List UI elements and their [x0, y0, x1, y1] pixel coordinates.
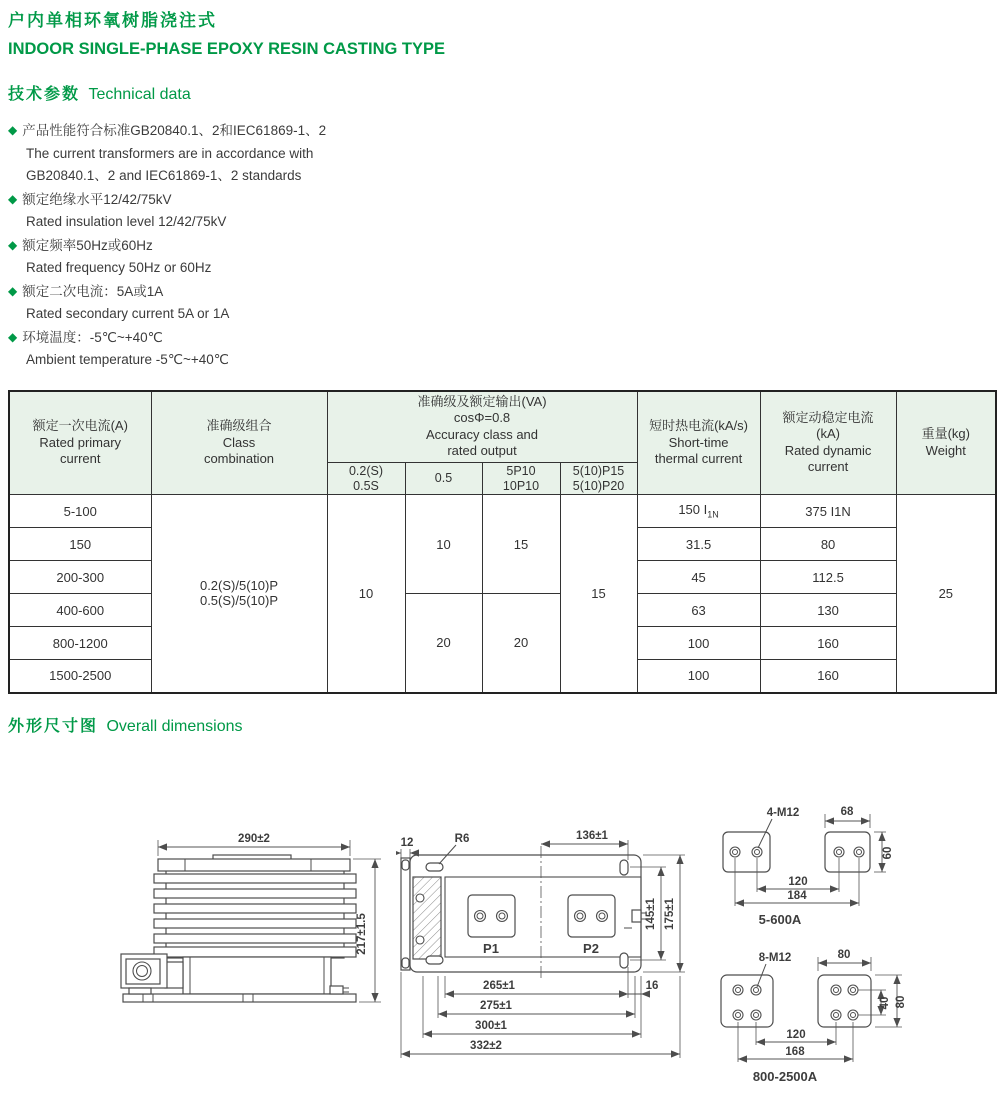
table-cell: 150 $I_{1N}$ — [637, 495, 760, 528]
spec-text-en: Ambient temperature -5℃~+40℃ — [26, 352, 229, 367]
diamond-bullet-icon: ◆ — [8, 283, 18, 298]
spec-text-zh: 额定绝缘水平12/42/75kV — [22, 191, 172, 207]
terminal-label-p1: P1 — [483, 940, 499, 956]
spec-item-standards — [8, 119, 995, 143]
table-header-cell: 短时热电流(kA/s) Short-time thermal current — [637, 391, 760, 495]
table-cell: 20 — [405, 594, 482, 693]
secondary-terminal-box — [121, 954, 183, 994]
table-cell: 800-1200 — [9, 627, 151, 660]
table-cell: 160 — [760, 627, 896, 660]
table-cell: 150 — [9, 528, 151, 561]
dim-label-275: 275±1 — [480, 999, 512, 1012]
page-title-en: INDOOR SINGLE-PHASE EPOXY RESIN CASTING TYPE — [8, 40, 446, 58]
dim-label-68: 68 — [840, 805, 854, 818]
section-dimensions-zh: 外形尺寸图 — [8, 717, 99, 735]
spec-text-en: Rated frequency 50Hz or 60Hz — [26, 260, 212, 275]
dim-label-height: 217±1.5 — [356, 912, 368, 955]
table-header-cell: 准确级组合 Class combination — [151, 391, 327, 495]
terminal-label-p2: P2 — [583, 940, 599, 956]
table-header-cell: 额定一次电流(A) Rated primary current — [9, 391, 151, 495]
table-row — [9, 495, 996, 528]
table-header-cell: 额定动稳定电流 (kA) Rated dynamic current — [760, 391, 896, 495]
spec-item-frequency — [8, 234, 995, 258]
terminal-range-caption: 5-600A — [758, 911, 802, 927]
spec-item-ambient-temperature — [8, 326, 995, 350]
dimension-drawings — [8, 746, 995, 1098]
terminal-pad — [721, 975, 773, 1027]
table-cell: 0.2(S)/5(10)P 0.5(S)/5(10)P — [151, 495, 327, 693]
table-cell: 80 — [760, 528, 896, 561]
dim-label-80-top: 80 — [837, 948, 851, 961]
table-cell: 160 — [760, 660, 896, 693]
dim-label-332: 332±2 — [470, 1039, 502, 1052]
table-cell: 100 — [637, 627, 760, 660]
spec-text-en: Rated insulation level 12/42/75kV — [26, 214, 227, 229]
spec-text-en: Rated secondary current 5A or 1A — [26, 306, 230, 321]
dim-label-80-right: 80 — [895, 995, 907, 1008]
diamond-bullet-icon: ◆ — [8, 123, 18, 137]
spec-text-en: GB20840.1、2 and IEC61869-1、2 standards — [26, 168, 302, 183]
section-technical-zh: 技术参数 — [8, 86, 81, 103]
table-cell: 130 — [760, 594, 896, 627]
spec-item-insulation — [8, 188, 995, 212]
dim-label-265: 265±1 — [483, 979, 515, 992]
table-header-cell: 5(10)P15 5(10)P20 — [560, 463, 637, 495]
table-cell: 10 — [327, 495, 405, 693]
radius-label-r6: R6 — [454, 832, 470, 845]
table-cell: 63 — [637, 594, 760, 627]
table-cell: 25 — [896, 495, 996, 693]
bolt-spec-label: 4-M12 — [766, 806, 800, 819]
table-cell: 10 — [405, 495, 482, 594]
spec-text-zh: 产品性能符合标准GB20840.1、2和IEC61869-1、2 — [22, 123, 327, 138]
dim-label-16: 16 — [645, 979, 659, 992]
table-header-cell: 5P10 10P10 — [482, 463, 560, 495]
spec-text-zh: 环境温度：-5℃~+40℃ — [22, 329, 163, 345]
table-cell: 112.5 — [760, 561, 896, 594]
drawing-terminal-800-2500a — [708, 947, 1000, 1097]
spec-item-secondary-current — [8, 280, 995, 304]
dim-label-12: 12 — [400, 836, 414, 849]
technical-data-table — [8, 390, 997, 694]
dim-label-120: 120 — [786, 1028, 806, 1041]
bolt-spec-label: 8-M12 — [758, 951, 792, 964]
diamond-bullet-icon: ◆ — [8, 237, 18, 252]
spec-text-zh: 额定二次电流：5A或1A — [22, 283, 164, 299]
table-header-cell: 准确级及额定输出(VA) cosΦ=0.8 Accuracy class and rated output — [327, 391, 637, 463]
dim-label-136: 136±1 — [576, 829, 608, 842]
drawing-terminal-5-600a — [708, 802, 1000, 938]
table-cell: 375 I1N — [760, 495, 896, 528]
table-cell: 20 — [482, 594, 560, 693]
terminal-pad — [825, 832, 870, 872]
section-technical-en: Technical data — [88, 86, 191, 103]
dim-label-width: 290±2 — [238, 832, 270, 845]
table-cell: 200-300 — [9, 561, 151, 594]
table-cell: 5-100 — [9, 495, 151, 528]
section-dimensions-en: Overall dimensions — [106, 717, 243, 735]
dim-label-120: 120 — [788, 875, 808, 888]
page-title-zh: 户内单相环氧树脂浇注式 — [8, 11, 217, 30]
table-header-cell: 0.2(S) 0.5S — [327, 463, 405, 495]
table-cell: 45 — [637, 561, 760, 594]
terminal-range-caption: 800-2500A — [752, 1068, 818, 1084]
diamond-bullet-icon: ◆ — [8, 329, 18, 344]
ground-bolt — [330, 986, 349, 994]
table-cell: 31.5 — [637, 528, 760, 561]
dim-label-168: 168 — [785, 1045, 805, 1058]
spec-text-en: The current transformers are in accordance with — [26, 145, 314, 161]
spec-text-zh: 额定频率50Hz或60Hz — [22, 237, 153, 253]
table-cell: 400-600 — [9, 594, 151, 627]
section-overall-dimensions — [8, 716, 995, 738]
drawing-side-view — [103, 810, 403, 1022]
spec-list — [8, 119, 995, 372]
dim-label-60: 60 — [882, 846, 894, 859]
dim-label-300: 300±1 — [475, 1019, 507, 1032]
dim-label-145: 145±1 — [645, 897, 657, 930]
terminal-pad — [818, 975, 871, 1027]
table-header-cell: 0.5 — [405, 463, 482, 495]
drawing-top-view — [396, 820, 696, 1066]
table-cell: 100 — [637, 660, 760, 693]
section-technical-data — [8, 84, 995, 106]
dim-label-175: 175±1 — [664, 897, 676, 930]
table-cell: 15 — [482, 495, 560, 594]
dim-label-40: 40 — [879, 996, 891, 1009]
table-cell: 15 — [560, 495, 637, 693]
table-cell: 1500-2500 — [9, 660, 151, 693]
diamond-bullet-icon: ◆ — [8, 191, 18, 206]
table-header-cell: 重量(kg) Weight — [896, 391, 996, 495]
dim-label-184: 184 — [787, 889, 807, 902]
